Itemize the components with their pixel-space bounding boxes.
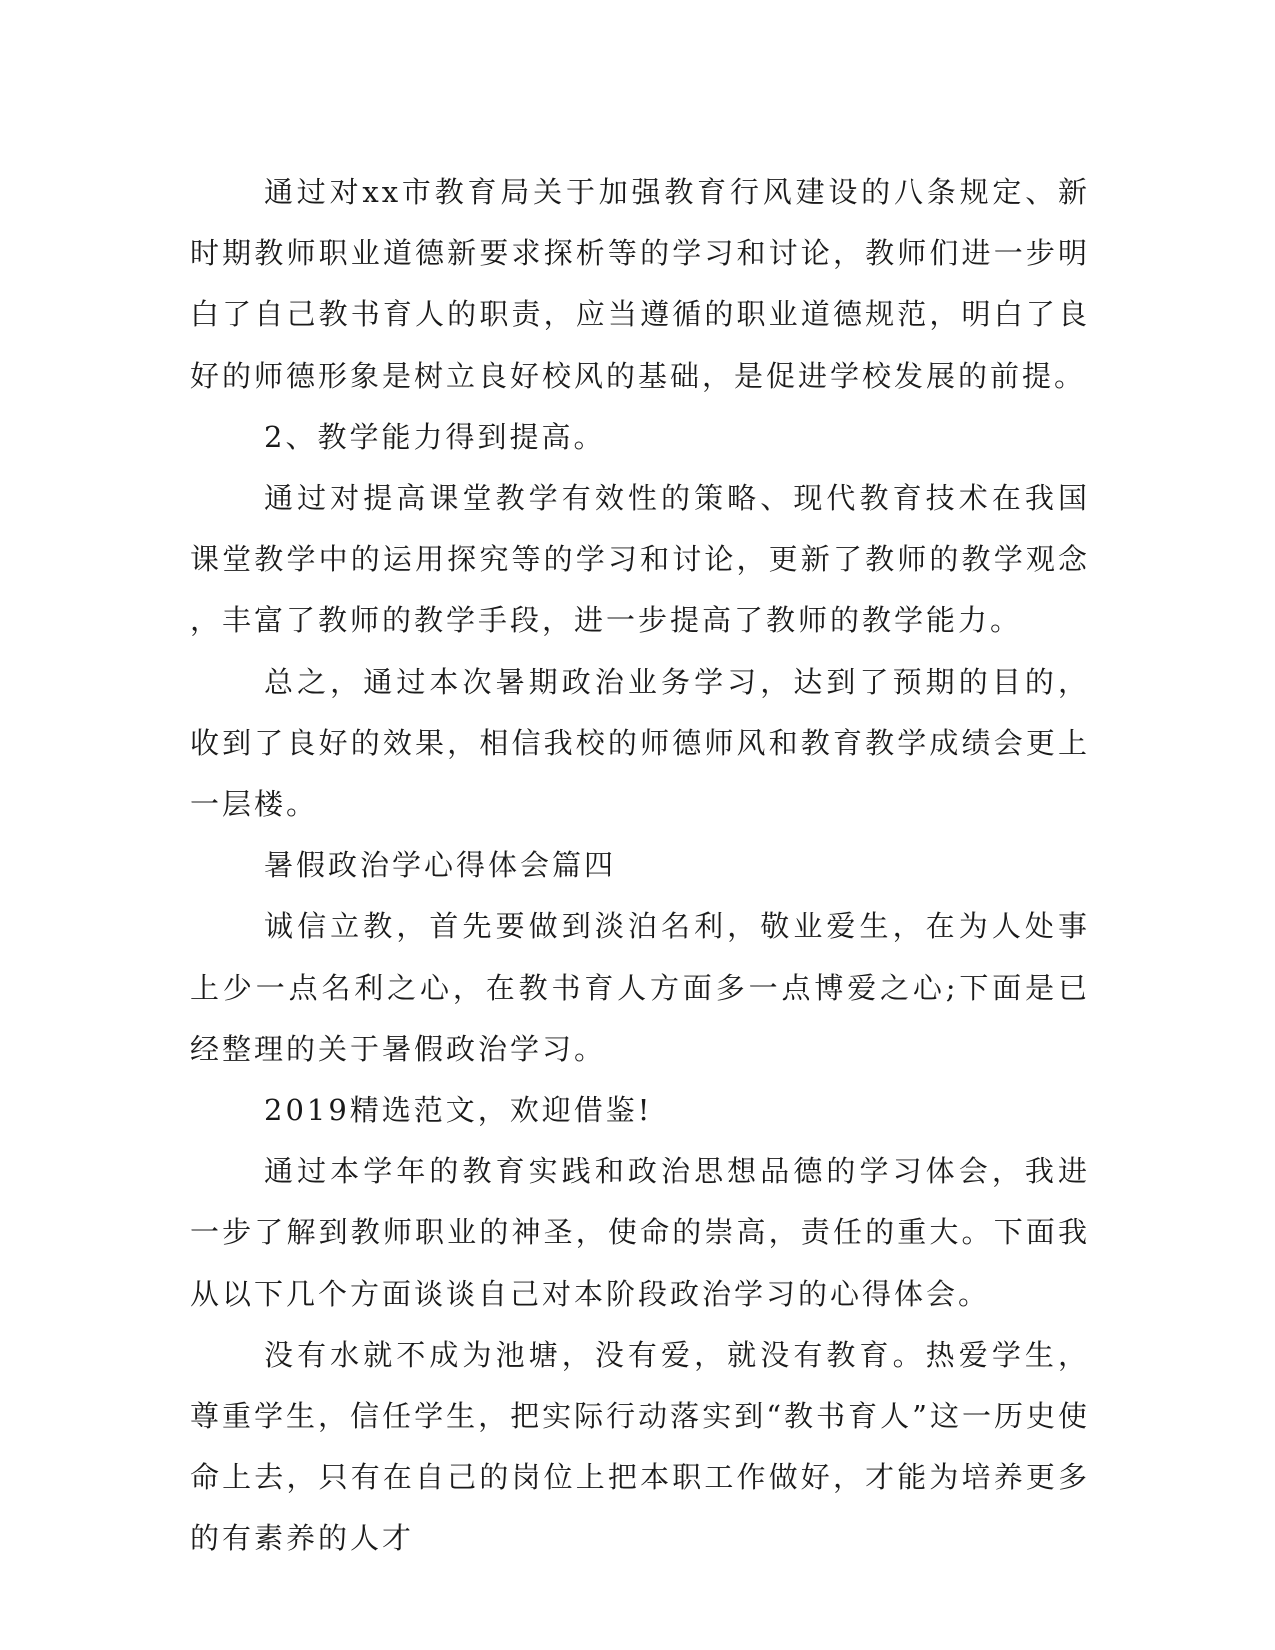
paragraph-6: 诚信立教，首先要做到淡泊名利，敬业爱生，在为人处事上少一点名利之心，在教书育人方面多一点博爱之心;下面是已经整理的关于暑假政治学习。 [190, 909, 1090, 1066]
paragraph-3: 通过对提高课堂教学有效性的策略、现代教育技术在我国课堂教学中的运用探究等的学习和讨论，更新了教师的教学观念，丰富了教师的教学手段，进一步提高了教师的教学能力。 [190, 481, 1090, 638]
paragraph-8: 通过本学年的教育实践和政治思想品德的学习体会，我进一步了解到教师职业的神圣，使命的崇高，责任的重大。下面我从以下几个方面谈谈自己对本阶段政治学习的心得体会。 [190, 1154, 1090, 1311]
paragraph-2-heading: 2、教学能力得到提高。 [264, 419, 606, 454]
paragraph-7: 2019精选范文，欢迎借鉴! [264, 1093, 653, 1128]
paragraph-1: 通过对xx市教育局关于加强教育行风建设的八条规定、新时期教师职业道德新要求探析等的学习和讨论，教师们进一步明白了自己教书育人的职责，应当遵循的职业道德规范，明白了良好的师德形象是树立良好校风的基础，是促进学校发展的前提。 [190, 175, 1090, 393]
paragraph-4: 总之，通过本次暑期政治业务学习，达到了预期的目的，收到了良好的效果，相信我校的师德师风和教育教学成绩会更上一层楼。 [190, 664, 1090, 822]
section-title: 暑假政治学心得体会篇四 [264, 848, 617, 883]
document-body [190, 162, 1090, 1570]
paragraph-9: 没有水就不成为池塘，没有爱，就没有教育。热爱学生，尊重学生，信任学生，把实际行动落实到“教书育人”这一历史使命上去，只有在自己的岗位上把本职工作做好，才能为培养更多的有素养的人才 [190, 1337, 1090, 1556]
